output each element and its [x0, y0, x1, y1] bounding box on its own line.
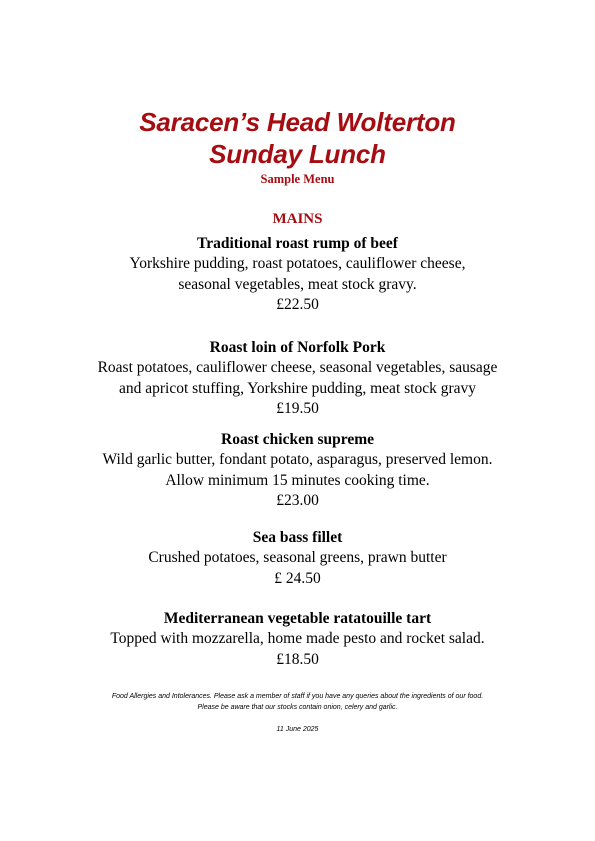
dish-description: [0, 358, 595, 399]
dish-price: £19.50: [276, 400, 319, 417]
dish-description-line: Topped with mozzarella, home made pesto and rocket salad.: [110, 630, 485, 647]
menu-title-meal: Sunday Lunch: [209, 139, 386, 169]
dish-price: £23.00: [276, 492, 319, 509]
dish-description-line: Yorkshire pudding, roast potatoes, cauliflower cheese,: [129, 255, 466, 272]
dish-description-line: seasonal vegetables, meat stock gravy.: [178, 275, 417, 293]
dish-description-line: Wild garlic butter, fondant potato, asparagus, preserved lemon.: [102, 451, 493, 468]
dish-name: Roast chicken supreme: [221, 431, 374, 448]
menu-date: 11 June 2025: [276, 726, 319, 733]
dish-description: [0, 254, 595, 295]
allergy-notice: Food Allergies and Intolerances. Please ask a member of staff if you have any queries about the ingredients of our food.: [111, 693, 484, 700]
dish-description: [0, 548, 595, 569]
dish-item-pork: [0, 337, 595, 420]
dish-item-chicken: [0, 429, 595, 512]
section-heading-mains: MAINS: [272, 211, 323, 227]
dish-name: Traditional roast rump of beef: [197, 235, 398, 252]
menu-title-venue: Saracen’s Head Wolterton: [139, 107, 456, 137]
dish-description-line: Roast potatoes, cauliflower cheese, seasonal vegetables, sausage: [97, 359, 498, 376]
dish-description-line: Crushed potatoes, seasonal greens, prawn butter: [148, 549, 447, 566]
dish-item-beef: [0, 233, 595, 316]
dish-description-line: and apricot stuffing, Yorkshire pudding, meat stock gravy: [118, 379, 477, 397]
dish-description: [0, 450, 595, 491]
dish-price: £18.50: [276, 650, 319, 668]
dish-name: Mediterranean vegetable ratatouille tart: [163, 610, 432, 627]
dish-price: £ 24.50: [274, 569, 321, 587]
dish-item-sea-bass: [0, 527, 595, 589]
dish-price: £22.50: [276, 296, 319, 313]
dish-description: [0, 629, 595, 650]
dish-description-line: Allow minimum 15 minutes cooking time.: [165, 471, 430, 489]
menu-subtitle: Sample Menu: [260, 172, 335, 186]
allergy-notice-ingredients: Please be aware that our stocks contain onion, celery and garlic.: [197, 704, 398, 711]
dish-name: Roast loin of Norfolk Pork: [209, 339, 386, 356]
dish-name: Sea bass fillet: [252, 529, 343, 546]
dish-item-ratatouille-tart: [0, 608, 595, 670]
